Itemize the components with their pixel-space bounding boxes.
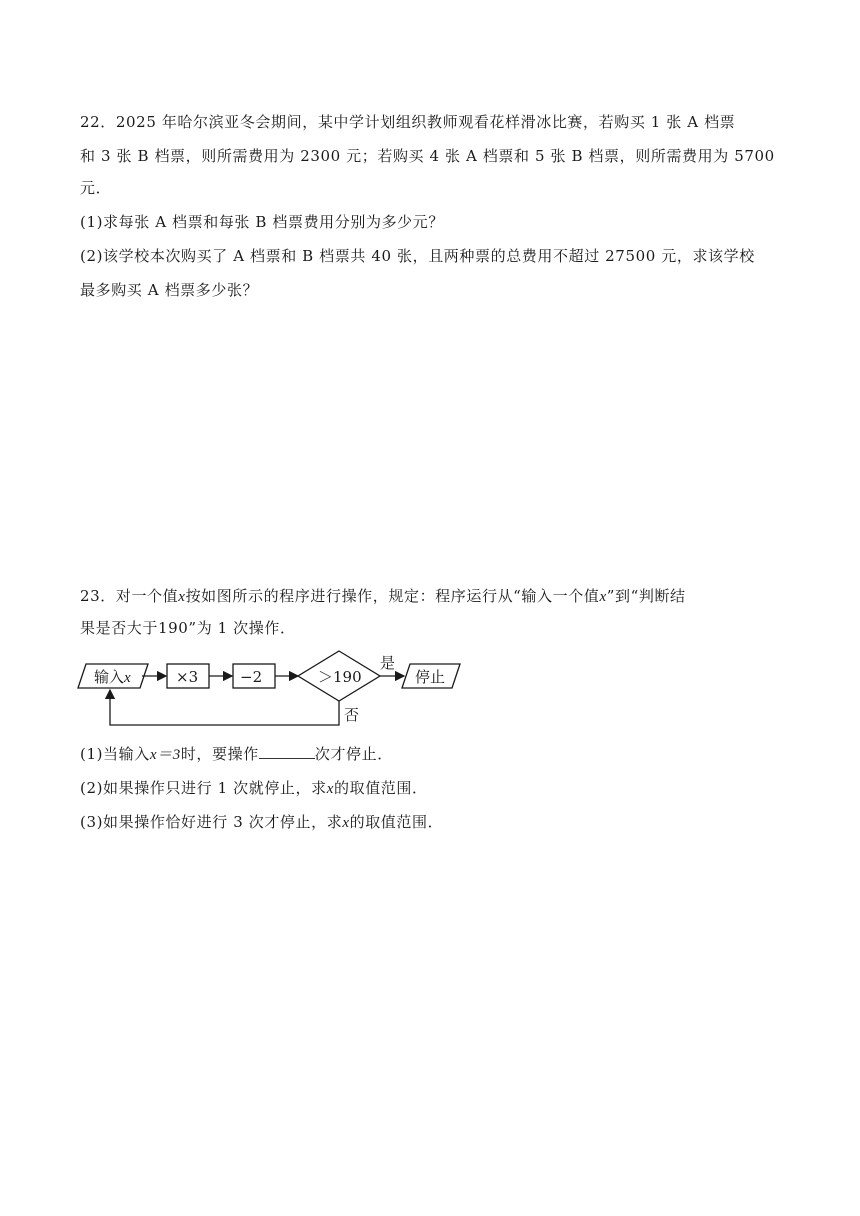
yes-label: 是 [380,654,396,672]
q23-part1-eq: x＝3 [149,747,181,763]
q23-part3-var: x [342,815,350,831]
q22-stem-line1: 22．2025 年哈尔滨亚冬会期间，某中学计划组织教师观看花样滑冰比赛，若购买 1 张 A 档票 [80,113,736,131]
q22-stem-line2: 和 3 张 B 档票，则所需费用为 2300 元；若购买 4 张 A 档票和 5 张 B 档票，则所需费用为 5700 [80,147,775,165]
q23-part2-text-b: 的取值范围． [334,779,428,797]
q23-stem-text-c: ”到“判断结 [606,587,686,605]
q23-part3 [80,812,443,833]
q23-stem-text-b: 按如图所示的程序进行操作，规定：程序运行从“输入一个值 [185,587,600,605]
q23-stem-line1 [80,586,686,607]
q23-stem-line2: 果是否大于190”为 1 次操作． [80,619,296,637]
condition-label: ＞190 [318,668,362,686]
input-label: 输入x [94,668,131,686]
q23-var-x-2: x [599,589,607,605]
q23-part1-text-b: 时，要操作 [180,745,259,763]
program-flowchart [74,646,474,730]
q23-stem-text-a: 23．对一个值 [80,587,179,605]
q23-part1 [80,744,393,765]
q23-part1-text-a: (1)当输入 [80,745,150,763]
subtract-label: −2 [240,668,263,686]
q23-part3-text-a: (3)如果操作恰好进行 3 次才停止，求 [80,813,343,831]
no-label: 否 [344,706,360,724]
q23-part2 [80,778,428,799]
answer-blank[interactable] [259,744,315,759]
q23-part2-text-a: (2)如果操作只进行 1 次就停止，求 [80,779,327,797]
q22-part2-line2: 最多购买 A 档票多少张？ [80,281,259,299]
q23-var-x: x [178,589,186,605]
stop-label: 停止 [415,668,446,686]
q22-stem-line3: 元． [80,179,112,197]
multiply-label: ×3 [176,668,199,686]
q23-part1-text-c: 次才停止． [314,745,393,763]
q22-part2-line1: (2)该学校本次购买了 A 档票和 B 档票共 40 张，且两种票的总费用不超过 27500 元，求该学校 [80,247,755,265]
q23-part2-var: x [326,781,334,797]
q22-part1: (1)求每张 A 档票和每张 B 档票费用分别为多少元？ [80,213,444,231]
q23-part3-text-b: 的取值范围． [349,813,444,831]
